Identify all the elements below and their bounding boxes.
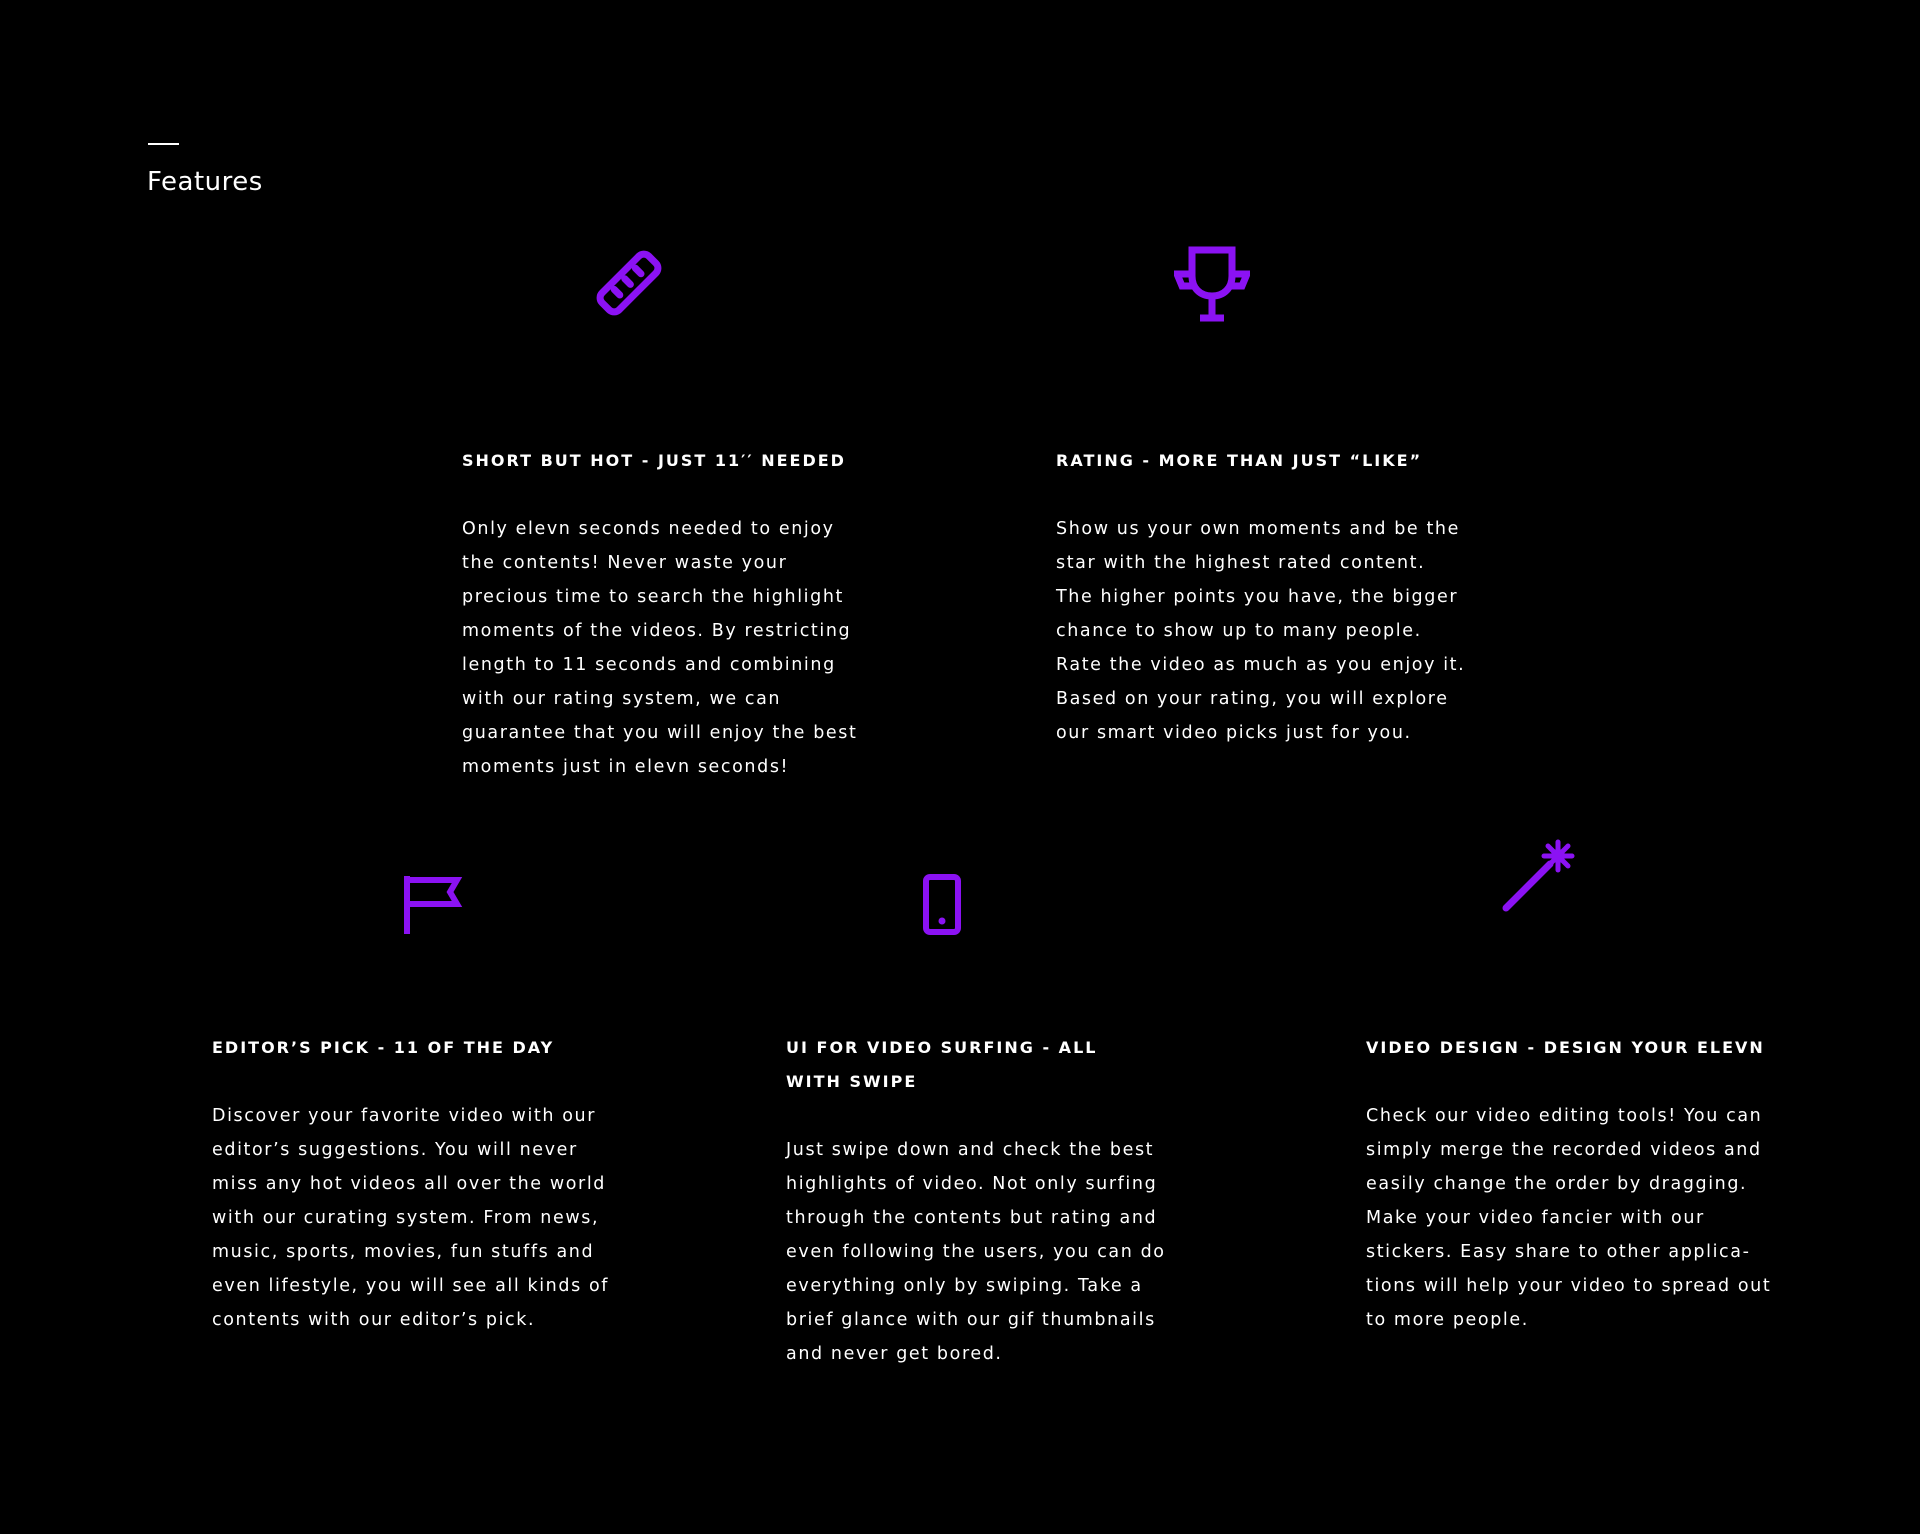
section-title: Features: [147, 167, 263, 197]
feature-title: UI FOR VIDEO SURFING - ALL WITH SWIPE: [786, 1038, 1098, 1091]
feature-video-surfing: [786, 1031, 1186, 1371]
section-rule: [148, 143, 179, 145]
feature-video-design: [1366, 1031, 1786, 1337]
feature-short-but-hot: [462, 444, 882, 784]
feature-rating: [1056, 444, 1486, 750]
feature-description: Just swipe down and check the best highlights of video. Not only surfing through the contents but rating and even following the users, you can do everything only by swiping. Take a brief glance with our gif thumbnails and never get bored.: [786, 1140, 1166, 1364]
feature-title: SHORT BUT HOT - JUST 11′′ NEEDED: [462, 451, 846, 470]
feature-title: VIDEO DESIGN - DESIGN YOUR ELEVN: [1366, 1038, 1765, 1057]
trophy-icon: [1174, 246, 1250, 324]
magic-wand-icon: [1500, 834, 1580, 914]
ruler-icon: [592, 246, 666, 320]
feature-description: Check our video editing tools! You can simply merge the recorded videos and easily change the order by dragging. Make your video fancier with our stickers. Easy share to other applica-tions will help your video to spread out to more people.: [1366, 1106, 1772, 1330]
feature-description: Discover your favorite video with our editor’s suggestions. You will never miss any hot videos all over the world with our curating system. From news, music, sports, movies, fun stuffs and even lifestyle, you will see all kinds of contents with our editor’s pick.: [212, 1106, 610, 1330]
feature-title: EDITOR’S PICK - 11 OF THE DAY: [212, 1038, 555, 1057]
flag-icon: [402, 874, 464, 936]
feature-editors-pick: [212, 1031, 632, 1337]
smartphone-icon: [922, 873, 962, 937]
feature-title: RATING - MORE THAN JUST “LIKE”: [1056, 451, 1423, 470]
feature-description: Only elevn seconds needed to enjoy the contents! Never waste your precious time to search the highlight moments of the videos. By restricting length to 11 seconds and combining with our rating system, we can guarantee that you will enjoy the best moments just in elevn seconds!: [462, 519, 858, 777]
feature-description: Show us your own moments and be the star with the highest rated content. The higher points you have, the bigger chance to show up to many people. Rate the video as much as you enjoy it. Based on your rating, you will explore our smart video picks just for you.: [1056, 519, 1466, 743]
